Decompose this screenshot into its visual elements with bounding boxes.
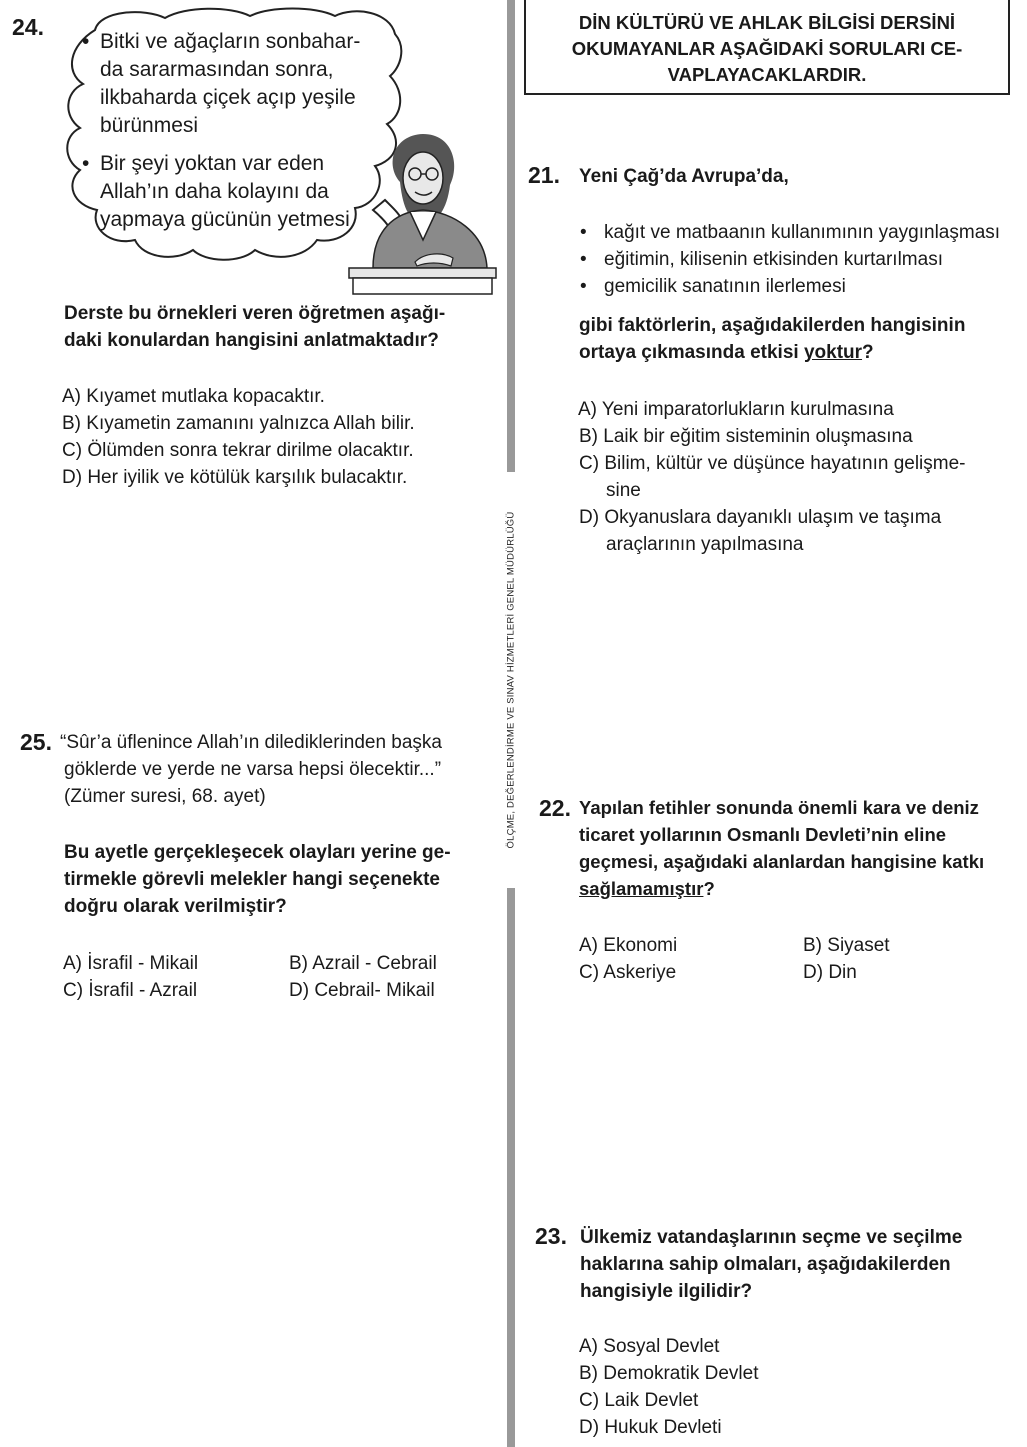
option-d[interactable]: D) Her iyilik ve kötülük karşılık bulacaktır. [62,467,408,488]
stem-line [579,339,965,366]
stem-line: tirmekle görevli melekler hangi seçenekte [64,869,440,890]
option-d[interactable]: D) Cebrail- Mikail [289,980,435,1001]
quote-source: (Zümer suresi, 68. ayet) [64,786,266,807]
option-a[interactable]: A) Sosyal Devlet [579,1336,720,1357]
bubble-line: Bitki ve ağaçların sonbahar- [100,30,361,53]
stem-line: hangisiyle ilgilidir? [580,1281,753,1302]
option-a[interactable]: A) Ekonomi [579,935,678,956]
speech-bubble-text [82,28,360,234]
question-24-number: 24. [12,14,44,40]
stem-line [579,875,984,902]
question-21-intro: Yeni Çağ’da Avrupa’da, [579,166,789,187]
option-d-line: D) Okyanuslara dayanıklı ulaşım ve taşıma [579,507,942,528]
bubble-bullet-1: • Bitki ve ağaçların sonbahar- da sararmasından sonra, ilkbaharda çiçek açıp yeşile bürünmesi [82,28,360,140]
bubble-line: Allah’ın daha kolayını da [100,180,329,203]
notice-line-2: OKUMAYANLAR AŞAĞIDAKİ SORULARI CE- [571,38,963,59]
question-22-number: 22. [539,795,571,821]
bubble-line: bürünmesi [100,114,199,137]
column-divider-bottom [507,888,515,1447]
question-24-stem [64,300,445,354]
question-25-stem [64,839,451,920]
stem-line: Derste bu örnekleri veren öğretmen aşağı- [64,303,446,324]
option-c[interactable] [578,450,966,504]
option-c-line: C) Bilim, kültür ve düşünce hayatının gelişme- [579,453,966,474]
option-d[interactable]: D) Hukuk Devleti [579,1417,722,1438]
option-b[interactable]: B) Laik bir eğitim sisteminin oluşmasına [579,426,913,447]
question-21-stem [579,312,965,366]
question-21-bullets [580,219,1000,300]
bullet-item: • gemicilik sanatının ilerlemesi [580,273,1000,300]
stem-line: Ülkemiz vatandaşlarının seçme ve seçilme [580,1227,963,1248]
stem-line: Yapılan fetihler sonunda önemli kara ve deniz [579,797,979,818]
question-21-number: 21. [528,162,560,188]
stem-line: Bu ayetle gerçekleşecek olayları yerine ge- [64,842,451,863]
question-22-stem [579,794,984,902]
question-23-stem [580,1224,962,1305]
quote-line: “Sûr’a üflenince Allah’ın dilediklerinden başka [60,732,442,753]
option-d-line: araçlarının yapılmasına [606,534,804,555]
notice-line-1: DİN KÜLTÜRÜ VE AHLAK BİLGİSİ DERSİNİ [578,12,956,33]
bullet-item: • kağıt ve matbaanın kullanımının yaygınlaşması [580,219,1000,246]
quote-line: göklerde ve yerde ne varsa hepsi ölecektir...” [64,759,442,780]
option-b[interactable]: B) Kıyametin zamanını yalnızca Allah bilir. [62,413,415,434]
option-d[interactable] [578,504,966,558]
option-b[interactable]: B) Azrail - Cebrail [289,953,437,974]
question-23-options [579,1333,759,1441]
option-d[interactable]: D) Din [803,962,857,983]
question-25-number: 25. [20,729,52,755]
underlined-keyword: yoktur [803,342,863,363]
underlined-keyword: sağlamamıştır [579,878,704,899]
option-a[interactable]: A) Kıyamet mutlaka kopacaktır. [62,386,325,407]
option-c[interactable]: C) Ölümden sonra tekrar dirilme olacaktır. [62,440,414,461]
bubble-bullet-2: • Bir şeyi yoktan var eden Allah’ın daha kolayını da yapmaya gücünün yetmesi [82,150,360,234]
stem-line: ticaret yollarının Osmanlı Devleti’nin eline [579,824,947,845]
question-21-options [578,396,966,558]
vertical-caption-text: ÖLÇME, DEĞERLENDİRME VE SINAV HİZMETLERİ GENEL MÜDÜRLÜĞÜ [505,511,517,849]
question-25-quote [60,729,442,810]
stem-line: haklarına sahip olmaları, aşağıdakilerden [580,1254,951,1275]
option-a[interactable]: A) Yeni imparatorlukların kurulmasına [578,399,894,420]
stem-line: geçmesi, aşağıdaki alanlardan hangisine katkı [579,851,985,872]
notice-box [524,0,1010,95]
option-a[interactable]: A) İsrafil - Mikail [63,953,199,974]
option-c[interactable]: C) İsrafil - Azrail [63,980,198,1001]
question-23-number: 23. [535,1223,567,1249]
option-c-line: sine [606,480,641,501]
bubble-line: Bir şeyi yoktan var eden [100,152,325,175]
question-24-options [62,383,415,491]
stem-line: daki konulardan hangisini anlatmaktadır? [64,330,439,351]
stem-line: doğru olarak verilmiştir? [64,896,287,917]
bubble-line: da sararmasından sonra, [100,58,334,81]
stem-text: ? [862,342,874,363]
stem-text: ortaya çıkmasında etkisi [579,342,804,363]
bubble-line: yapmaya gücünün yetmesi [100,208,350,231]
stem-text: ? [703,878,715,899]
option-b[interactable]: B) Siyaset [803,935,890,956]
notice-line-3: VAPLAYACAKLARDIR. [667,64,867,85]
bullet-item: • eğitimin, kilisenin etkisinden kurtarılması [580,246,1000,273]
option-b[interactable]: B) Demokratik Devlet [579,1363,759,1384]
stem-line: gibi faktörlerin, aşağıdakilerden hangisinin [579,315,966,336]
option-c[interactable]: C) Laik Devlet [579,1390,699,1411]
bubble-line: ilkbaharda çiçek açıp yeşile [100,86,356,109]
option-c[interactable]: C) Askeriye [579,962,677,983]
